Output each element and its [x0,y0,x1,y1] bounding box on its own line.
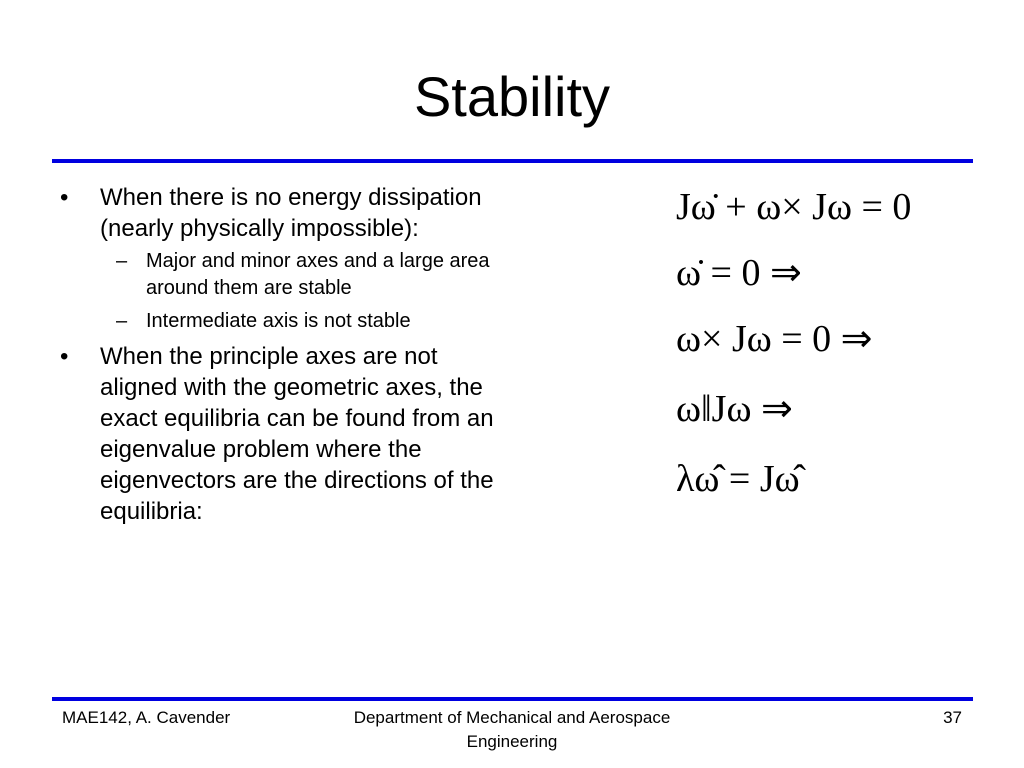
bullet-marker: • [60,343,69,370]
equation-parallel: ω‖Jω ⇒ [676,388,793,430]
equation-euler: Jω̇ + ω× Jω = 0 [676,186,912,228]
sub-bullet-text: Intermediate axis is not stable [146,310,411,332]
equation-steady-state: ω̇ = 0 ⇒ [676,252,802,294]
title-divider [52,159,973,163]
bullet-marker: • [60,184,69,211]
footer-department: Department of Mechanical and Aerospace Engineering [353,708,671,751]
sub-bullet-marker: – [116,250,128,272]
list-item [100,248,500,302]
slide-title: Stability [413,65,611,128]
list-item [60,182,500,335]
list-item [60,341,500,527]
sub-bullet-marker: – [116,310,128,332]
list-item [100,308,500,335]
bullet-text: When there is no energy dissipation (nearly physically impossible): [100,184,482,242]
bullet-list [60,182,500,531]
footer-divider [52,697,973,701]
sub-bullet-list [100,248,500,335]
equation-eigenvalue: λω̂ = Jω̂ [676,458,800,500]
sub-bullet-text: Major and minor axes and a large area around them are stable [146,250,490,299]
equation-cross-product: ω× Jω = 0 ⇒ [676,318,873,360]
footer-author: MAE142, A. Cavender [62,708,231,727]
slide-number: 37 [943,708,962,727]
bullet-text: When the principle axes are not aligned with the geometric axes, the exact equilibria can be found from an eigenvalue problem where the eigenvectors are the directions of the equilibria: [100,343,494,525]
